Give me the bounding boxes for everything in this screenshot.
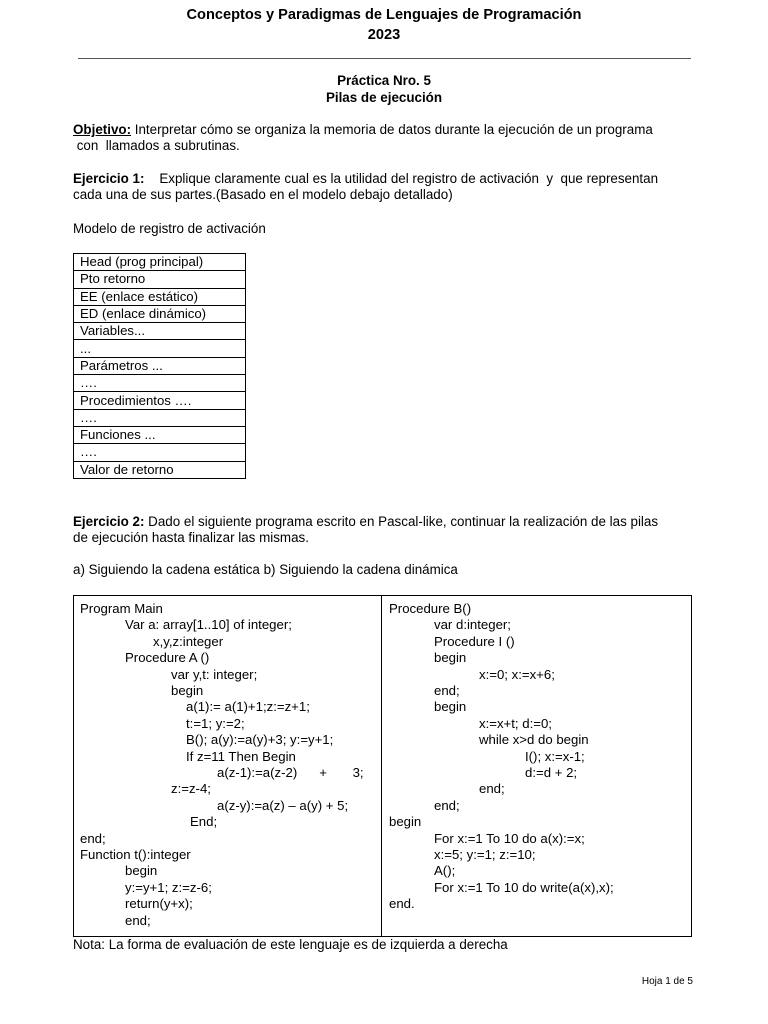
activation-record-cell: ... [74,340,246,357]
header-divider [78,58,691,59]
code-line: a(z-y):=a(z) – a(y) + 5; [217,797,349,813]
code-line: var y,t: integer; [171,666,258,682]
exercise1-label: Ejercicio 1: [73,171,145,186]
activation-record-table [73,253,246,479]
code-line: For x:=1 To 10 do a(x):=x; [434,830,585,846]
code-line: y:=y+1; z:=z-6; [125,879,212,895]
objective-text-1: Interpretar cómo se organiza la memoria de datos durante la ejecución de un programa [131,122,653,137]
code-line: Procedure B() [389,601,472,616]
activation-record-row [74,254,246,271]
code-line: Var a: array[1..10] of integer; [125,617,292,633]
activation-record-row [74,323,246,340]
code-line: End; [190,814,218,830]
code-line: begin [389,814,422,830]
code-line: Program Main [80,601,163,616]
code-line: end; [434,683,460,698]
page-footer: Hoja 1 de 5 [641,976,693,987]
code-line: t:=1; y:=2; [186,715,245,731]
code-line: var d:integer; [434,617,511,633]
activation-record-cell: ED (enlace dinámico) [74,305,246,322]
activation-record-row [74,340,246,357]
objective-paragraph [73,122,693,154]
code-line: If z=11 Then Begin [186,748,296,764]
code-line: I(); x:=x-1; [525,748,585,764]
code-line: end; [434,797,460,813]
exercise1-text-2: cada una de sus partes.(Basado en el modelo debajo detallado) [73,187,453,202]
code-line: x,y,z:integer [153,633,224,649]
code-line: A(); [434,863,456,879]
code-line: begin [171,683,204,698]
course-title: Conceptos y Paradigmas de Lenguajes de Programación [186,7,582,23]
activation-record-cell: EE (enlace estático) [74,288,246,305]
exercise2-label: Ejercicio 2: [73,514,145,529]
exercise2-text-2: de ejecución hasta finalizar las mismas. [73,530,309,545]
exercise2-paragraph [73,514,693,546]
code-line: end. [389,896,415,912]
code-line: end; [125,912,151,928]
exercise1-paragraph [73,171,693,203]
activation-record-row [74,409,246,426]
activation-record-row [74,375,246,392]
code-line: begin [434,650,467,666]
code-line: Procedure I () [434,633,515,649]
activation-record-cell: …. [74,409,246,426]
activation-record-cell: Procedimientos …. [74,392,246,409]
code-line: d:=d + 2; [525,765,578,780]
code-line: Procedure A () [125,650,210,666]
code-line: x:=0; x:=x+6; [479,666,555,682]
activation-record-cell: Variables... [74,323,246,340]
exercise1-text-1: Explique claramente cual es la utilidad del registro de activación y que representan [144,171,659,186]
code-line: B(); a(y):=a(y)+3; y:=y+1; [186,732,334,748]
code-column-divider [381,596,382,936]
activation-record-row [74,392,246,409]
activation-record-row [74,271,246,288]
activation-record-row [74,461,246,478]
code-line: begin [125,863,158,879]
code-line: a(1):= a(1)+1;z:=z+1; [186,699,310,715]
activation-record-cell: Funciones ... [74,426,246,443]
objective-label: Objetivo: [73,122,132,137]
code-table [73,595,692,937]
code-line: begin [434,699,467,715]
activation-record-row [74,444,246,461]
activation-record-row [74,426,246,443]
exercise2-options: a) Siguiendo la cadena estática b) Siguiendo la cadena dinámica [73,562,458,577]
activation-record-cell: Valor de retorno [74,461,246,478]
activation-record-row [74,305,246,322]
code-line: x:=x+t; d:=0; [479,715,552,731]
code-line: end; [479,781,505,797]
course-year: 2023 [367,27,401,43]
activation-record-cell: Parámetros ... [74,357,246,374]
code-line: a(z-1):=a(z-2) + 3; [217,765,364,780]
activation-record-row [74,288,246,305]
objective-text-2: con llamados a subrutinas. [73,138,240,153]
activation-record-cell: …. [74,375,246,392]
code-line: end; [80,830,106,846]
model-title: Modelo de registro de activación [73,221,266,236]
code-line: while x>d do begin [479,732,589,748]
activation-record-row [74,357,246,374]
exercise2-text-1: Dado el siguiente programa escrito en Pascal-like, continuar la realización de las pilas [144,514,659,529]
activation-record-cell: …. [74,444,246,461]
code-line: return(y+x); [125,896,193,912]
evaluation-note: Nota: La forma de evaluación de este lenguaje es de izquierda a derecha [73,937,508,952]
activation-record-cell: Pto retorno [74,271,246,288]
practice-number: Práctica Nro. 5 [337,73,431,88]
code-line: x:=5; y:=1; z:=10; [434,847,536,862]
code-line: For x:=1 To 10 do write(a(x),x); [434,879,614,895]
code-line: z:=z-4; [171,781,211,797]
activation-record-cell: Head (prog principal) [74,254,246,271]
code-line: Function t():integer [80,847,191,862]
practice-topic: Pilas de ejecución [325,90,443,105]
